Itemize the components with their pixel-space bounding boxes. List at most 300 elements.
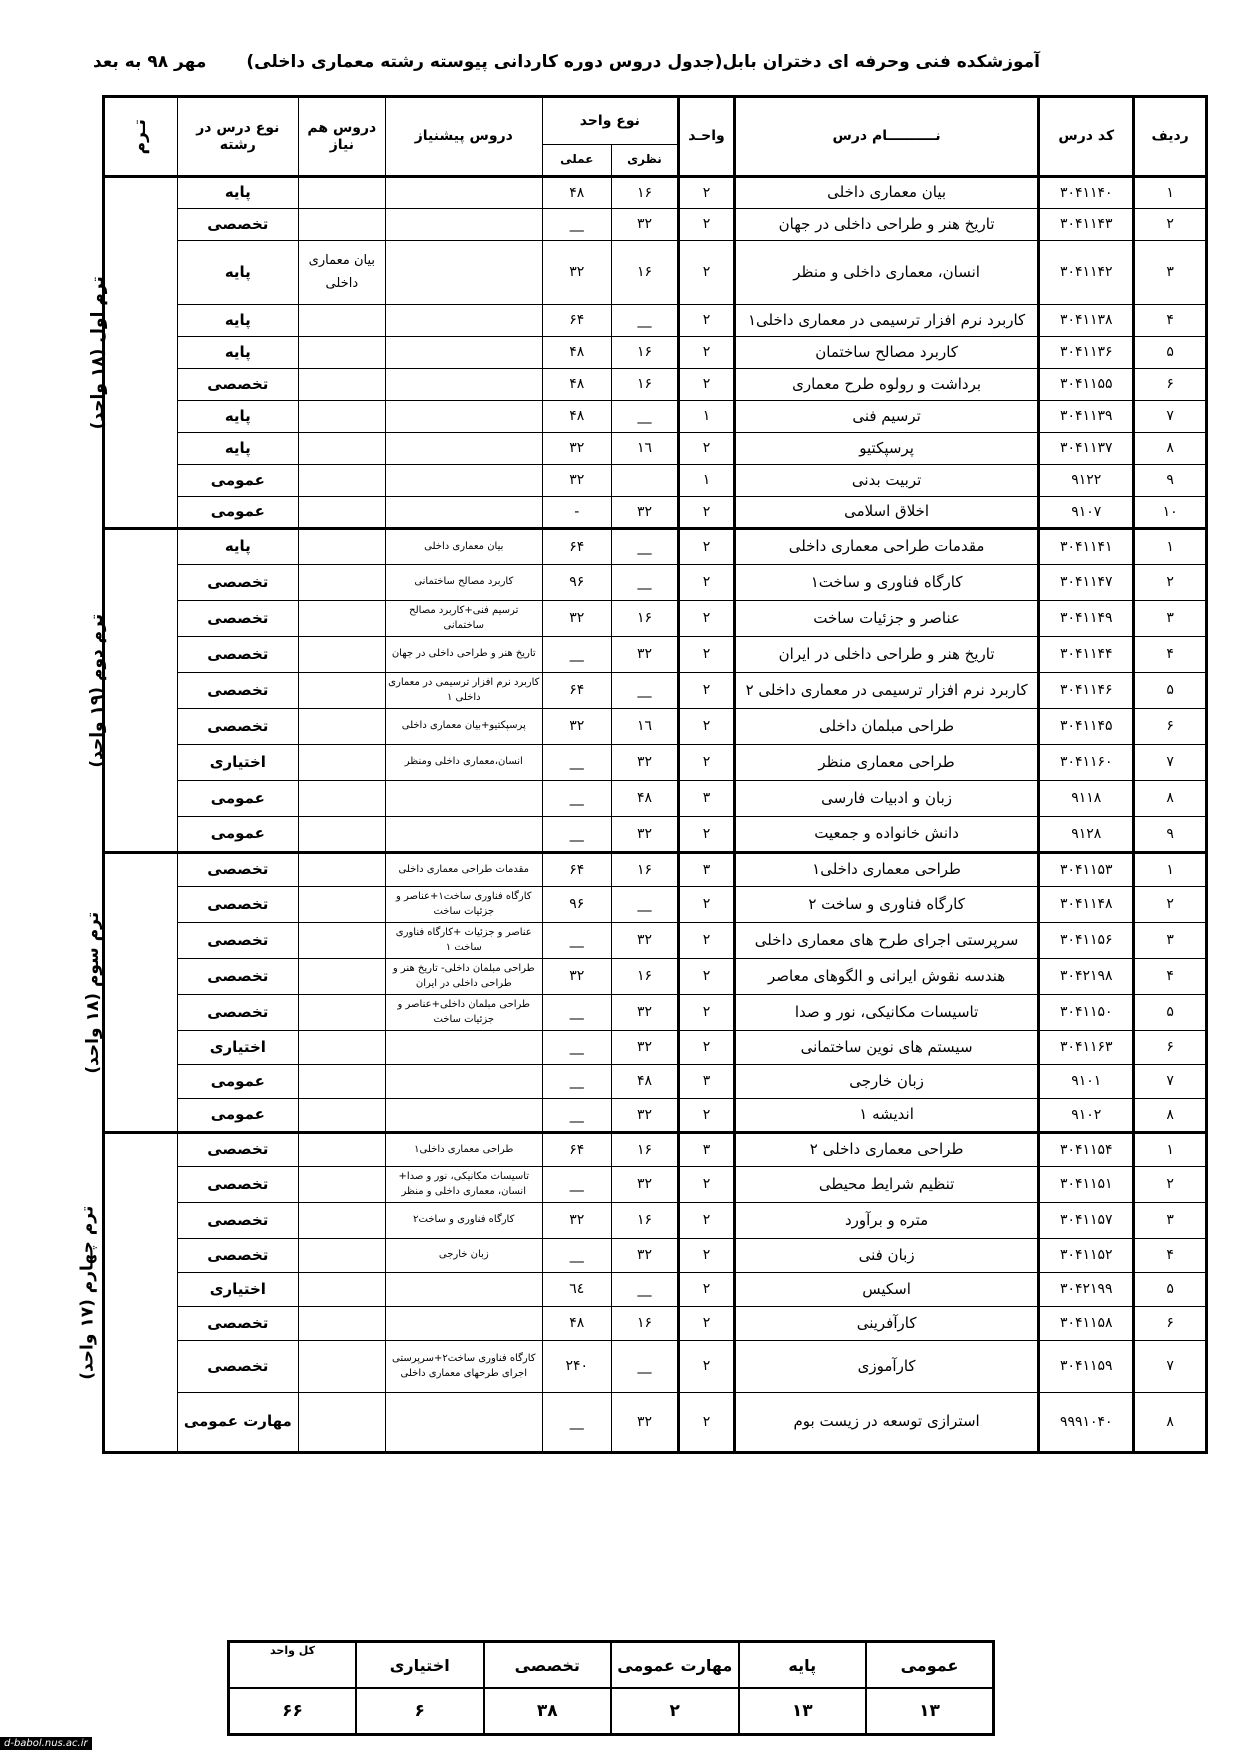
- cell-prereq: [385, 209, 542, 241]
- cell-course-type: عمومی: [177, 465, 298, 497]
- summary-label: پایه: [739, 1642, 867, 1689]
- cell-coreq: [298, 923, 385, 959]
- cell-coreq: بیان معماری داخلی: [298, 241, 385, 305]
- table-row: [104, 497, 1207, 529]
- cell-course-name: طراحی معماری داخلی۱: [734, 853, 1038, 887]
- cell-prereq: [385, 817, 542, 853]
- cell-course-type: عمومی: [177, 1099, 298, 1133]
- cell-prereq: طراحی مبلمان داخلی+عناصر و جزئیات ساخت: [385, 995, 542, 1031]
- table-row: [104, 529, 1207, 565]
- cell-course-name: استرازی توسعه در زیست بوم: [734, 1393, 1038, 1453]
- cell-practical: __: [542, 1031, 611, 1065]
- summary-labels-row: [229, 1642, 994, 1689]
- cell-practical: __: [542, 209, 611, 241]
- cell-course-name: تاسیسات مکانیکی، نور و صدا: [734, 995, 1038, 1031]
- cell-prereq: طراحی معماری داخلی۱: [385, 1133, 542, 1167]
- cell-theory: ۳۲: [611, 817, 678, 853]
- cell-units: ۲: [679, 995, 735, 1031]
- cell-practical: __: [542, 1167, 611, 1203]
- cell-coreq: [298, 337, 385, 369]
- cell-coreq: [298, 817, 385, 853]
- header-theory: نظری: [611, 145, 678, 177]
- cell-coreq: [298, 959, 385, 995]
- summary-label: مهارت عمومی: [611, 1642, 739, 1689]
- cell-row-no: ۱: [1134, 529, 1207, 565]
- cell-row-no: ۱۰: [1134, 497, 1207, 529]
- cell-course-type: تخصصی: [177, 1307, 298, 1341]
- cell-prereq: [385, 1099, 542, 1133]
- cell-code: ۳۰۴۱۱۵۵: [1039, 369, 1134, 401]
- cell-theory: __: [611, 673, 678, 709]
- summary-label: عمومی: [866, 1642, 994, 1689]
- cell-prereq: مقدمات طراحی معماری داخلی: [385, 853, 542, 887]
- page-title: [93, 52, 1040, 72]
- cell-row-no: ۵: [1134, 673, 1207, 709]
- cell-practical: __: [542, 1239, 611, 1273]
- cell-units: ۲: [679, 565, 735, 601]
- cell-code: ۳۰۴۱۱۵۷: [1039, 1203, 1134, 1239]
- summary-label: اختیاری: [356, 1642, 484, 1689]
- cell-practical: ۴۸: [542, 1307, 611, 1341]
- cell-row-no: ۱: [1134, 177, 1207, 209]
- cell-row-no: ۳: [1134, 923, 1207, 959]
- table-row: [104, 433, 1207, 465]
- cell-row-no: ۷: [1134, 1065, 1207, 1099]
- cell-code: ۳۰۴۱۱۴۳: [1039, 209, 1134, 241]
- cell-units: ۲: [679, 959, 735, 995]
- cell-course-type: اختیاری: [177, 1031, 298, 1065]
- table-row: [104, 1341, 1207, 1393]
- cell-practical: __: [542, 1393, 611, 1453]
- cell-course-type: تخصصی: [177, 601, 298, 637]
- cell-course-name: اخلاق اسلامی: [734, 497, 1038, 529]
- cell-practical: ۳۲: [542, 465, 611, 497]
- cell-units: ۳: [679, 1065, 735, 1099]
- cell-practical: __: [542, 995, 611, 1031]
- cell-coreq: [298, 401, 385, 433]
- cell-course-name: کاربرد نرم افزار ترسیمی در معماری داخلی۱: [734, 305, 1038, 337]
- cell-code: ۳۰۴۱۱۵۰: [1039, 995, 1134, 1031]
- cell-coreq: [298, 369, 385, 401]
- cell-practical: ۲۴۰: [542, 1341, 611, 1393]
- cell-coreq: [298, 305, 385, 337]
- cell-theory: ۳۲: [611, 1031, 678, 1065]
- cell-units: ۲: [679, 637, 735, 673]
- table-row: [104, 1203, 1207, 1239]
- cell-course-name: تاریخ هنر و طراحی داخلی در ایران: [734, 637, 1038, 673]
- cell-units: ۱: [679, 465, 735, 497]
- cell-practical: __: [542, 1099, 611, 1133]
- cell-theory: [611, 465, 678, 497]
- cell-theory: __: [611, 305, 678, 337]
- cell-row-no: ۲: [1134, 1167, 1207, 1203]
- cell-coreq: [298, 433, 385, 465]
- table-row: [104, 673, 1207, 709]
- table-row: [104, 401, 1207, 433]
- cell-theory: ۴۸: [611, 1065, 678, 1099]
- cell-course-name: زبان و ادبیات فارسی: [734, 781, 1038, 817]
- table-header: [104, 97, 1207, 177]
- cell-units: ۲: [679, 673, 735, 709]
- title-date: مهر ۹۸ به بعد: [93, 52, 207, 72]
- cell-practical: ۶۴: [542, 673, 611, 709]
- cell-course-name: بیان معماری داخلی: [734, 177, 1038, 209]
- cell-row-no: ۹: [1134, 817, 1207, 853]
- cell-course-type: اختیاری: [177, 745, 298, 781]
- cell-course-name: طراحی معماری داخلی ۲: [734, 1133, 1038, 1167]
- cell-course-type: تخصصی: [177, 995, 298, 1031]
- cell-course-type: تخصصی: [177, 673, 298, 709]
- cell-prereq: [385, 241, 542, 305]
- cell-theory: ۱۶: [611, 601, 678, 637]
- cell-prereq: عناصر و جزئیات +کارگاه فناوری ساخت ۱: [385, 923, 542, 959]
- cell-row-no: ۴: [1134, 1239, 1207, 1273]
- cell-units: ۲: [679, 1307, 735, 1341]
- cell-course-type: عمومی: [177, 817, 298, 853]
- cell-course-type: پایه: [177, 241, 298, 305]
- cell-code: ۳۰۴۱۱۶۳: [1039, 1031, 1134, 1065]
- cell-course-name: اندیشه ۱: [734, 1099, 1038, 1133]
- summary-table: [227, 1640, 995, 1736]
- cell-course-type: تخصصی: [177, 1133, 298, 1167]
- cell-theory: ۳۲: [611, 1167, 678, 1203]
- table-row: [104, 817, 1207, 853]
- cell-prereq: [385, 465, 542, 497]
- cell-units: ۲: [679, 369, 735, 401]
- cell-code: ۹۱۲۲: [1039, 465, 1134, 497]
- header-course-type: نوع درس در رشته: [177, 97, 298, 177]
- cell-row-no: ۵: [1134, 995, 1207, 1031]
- cell-course-name: کارگاه فناوری و ساخت ۲: [734, 887, 1038, 923]
- cell-row-no: ۱: [1134, 1133, 1207, 1167]
- cell-practical: ۹۶: [542, 887, 611, 923]
- cell-prereq: کاربرد نرم افزار ترسیمی در معماری داخلی ۱: [385, 673, 542, 709]
- cell-code: ۹۱۱۸: [1039, 781, 1134, 817]
- cell-code: ۳۰۴۱۱۴۹: [1039, 601, 1134, 637]
- cell-course-type: تخصصی: [177, 637, 298, 673]
- cell-theory: ۱۶: [611, 1307, 678, 1341]
- table-row: [104, 1307, 1207, 1341]
- cell-prereq: تاسیسات مکانیکی، نور و صدا+ انسان، معماری داخلی و منظر: [385, 1167, 542, 1203]
- cell-coreq: [298, 529, 385, 565]
- cell-row-no: ۶: [1134, 369, 1207, 401]
- cell-practical: ۴۸: [542, 177, 611, 209]
- table-row: [104, 1273, 1207, 1307]
- cell-code: ۳۰۴۱۱۳۷: [1039, 433, 1134, 465]
- cell-practical: ۳۲: [542, 241, 611, 305]
- cell-theory: ١٦: [611, 709, 678, 745]
- cell-units: ۲: [679, 1341, 735, 1393]
- table-row: [104, 337, 1207, 369]
- cell-prereq: [385, 781, 542, 817]
- cell-row-no: ۴: [1134, 959, 1207, 995]
- cell-prereq: کارگاه فناوری ساخت۲+سرپرستی اجرای طرحهای معماری داخلی: [385, 1341, 542, 1393]
- cell-units: ۳: [679, 781, 735, 817]
- cell-course-type: پایه: [177, 401, 298, 433]
- cell-course-name: پرسپکتیو: [734, 433, 1038, 465]
- cell-units: ۲: [679, 817, 735, 853]
- cell-code: ۳۰۴۱۱۵۴: [1039, 1133, 1134, 1167]
- cell-units: ۲: [679, 241, 735, 305]
- cell-theory: ۳۲: [611, 1393, 678, 1453]
- cell-course-type: تخصصی: [177, 887, 298, 923]
- cell-code: ۳۰۴۱۱۵۹: [1039, 1341, 1134, 1393]
- cell-course-type: تخصصی: [177, 1203, 298, 1239]
- cell-coreq: [298, 1307, 385, 1341]
- summary-value: ۶: [356, 1688, 484, 1735]
- header-units: واحـد: [679, 97, 735, 177]
- cell-practical: __: [542, 637, 611, 673]
- cell-practical: __: [542, 745, 611, 781]
- table-row: [104, 465, 1207, 497]
- cell-code: ۳۰۴۱۱۴۵: [1039, 709, 1134, 745]
- cell-practical: __: [542, 1065, 611, 1099]
- cell-code: ۳۰۴۱۱۵۲: [1039, 1239, 1134, 1273]
- cell-theory: ۳۲: [611, 1239, 678, 1273]
- cell-code: ۳۰۴۱۱۶۰: [1039, 745, 1134, 781]
- cell-course-name: کارگاه فناوری و ساخت۱: [734, 565, 1038, 601]
- cell-theory: ۱۶: [611, 177, 678, 209]
- cell-row-no: ۸: [1134, 1099, 1207, 1133]
- cell-coreq: [298, 709, 385, 745]
- table-row: [104, 565, 1207, 601]
- cell-units: ۲: [679, 209, 735, 241]
- cell-coreq: [298, 1133, 385, 1167]
- cell-course-type: تخصصی: [177, 853, 298, 887]
- cell-coreq: [298, 1065, 385, 1099]
- cell-prereq: [385, 337, 542, 369]
- cell-code: ۹۱۰۲: [1039, 1099, 1134, 1133]
- cell-course-name: دانش خانواده و جمعیت: [734, 817, 1038, 853]
- cell-course-name: کارآموزی: [734, 1341, 1038, 1393]
- cell-prereq: کارگاه فناوری ساخت۱+عناصر و جزئیات ساخت: [385, 887, 542, 923]
- cell-prereq: [385, 305, 542, 337]
- term-label: ترم دوم (۱۹ واحد): [104, 529, 178, 853]
- header-name: نــــــــــام درس: [734, 97, 1038, 177]
- cell-course-name: سرپرستی اجرای طرح های معماری داخلی: [734, 923, 1038, 959]
- header-term: تـرم: [104, 97, 178, 177]
- cell-course-type: پایه: [177, 529, 298, 565]
- table-row: [104, 601, 1207, 637]
- cell-course-name: انسان، معماری داخلی و منظر: [734, 241, 1038, 305]
- table-row: [104, 177, 1207, 209]
- cell-code: ۳۰۴۱۱۵۸: [1039, 1307, 1134, 1341]
- summary-label: کل واحد: [229, 1642, 357, 1689]
- cell-prereq: [385, 369, 542, 401]
- cell-course-type: تخصصی: [177, 565, 298, 601]
- cell-units: ۲: [679, 1203, 735, 1239]
- cell-prereq: بیان معماری داخلی: [385, 529, 542, 565]
- table-row: [104, 1167, 1207, 1203]
- cell-theory: __: [611, 401, 678, 433]
- cell-theory: ١٦: [611, 433, 678, 465]
- cell-practical: ۹۶: [542, 565, 611, 601]
- cell-theory: __: [611, 529, 678, 565]
- cell-units: ۲: [679, 433, 735, 465]
- cell-theory: ۳۲: [611, 497, 678, 529]
- cell-course-name: متره و برآورد: [734, 1203, 1038, 1239]
- table-row: [104, 1065, 1207, 1099]
- cell-course-type: پایه: [177, 305, 298, 337]
- term-label: ترم سوم (۱۸ واحد): [104, 853, 178, 1133]
- cell-code: ۳۰۴۱۱۵۳: [1039, 853, 1134, 887]
- cell-coreq: [298, 1239, 385, 1273]
- cell-prereq: پرسپکتیو+بیان معماری داخلی: [385, 709, 542, 745]
- cell-row-no: ۳: [1134, 601, 1207, 637]
- cell-theory: __: [611, 887, 678, 923]
- header-prereq: دروس پیشنیاز: [385, 97, 542, 177]
- cell-units: ۲: [679, 1167, 735, 1203]
- summary-value: ۳۸: [484, 1688, 612, 1735]
- cell-theory: ۳۲: [611, 1099, 678, 1133]
- cell-units: ۲: [679, 337, 735, 369]
- cell-units: ۲: [679, 1393, 735, 1453]
- cell-course-type: تخصصی: [177, 1341, 298, 1393]
- cell-theory: __: [611, 1273, 678, 1307]
- cell-practical: ۴۸: [542, 401, 611, 433]
- cell-course-name: مقدمات طراحی معماری داخلی: [734, 529, 1038, 565]
- cell-course-type: تخصصی: [177, 209, 298, 241]
- summary-value: ۲: [611, 1688, 739, 1735]
- header-coreq: دروس هم نیاز: [298, 97, 385, 177]
- cell-row-no: ۲: [1134, 209, 1207, 241]
- cell-practical: ۴۸: [542, 337, 611, 369]
- table-row: [104, 887, 1207, 923]
- cell-coreq: [298, 1203, 385, 1239]
- cell-course-type: اختیاری: [177, 1273, 298, 1307]
- cell-practical: ۳۲: [542, 709, 611, 745]
- cell-coreq: [298, 565, 385, 601]
- cell-code: ۳۰۴۱۱۳۸: [1039, 305, 1134, 337]
- cell-course-name: تربیت بدنی: [734, 465, 1038, 497]
- cell-code: ۳۰۴۱۱۴۲: [1039, 241, 1134, 305]
- cell-theory: ۳۲: [611, 745, 678, 781]
- cell-coreq: [298, 209, 385, 241]
- cell-course-type: تخصصی: [177, 959, 298, 995]
- cell-units: ۲: [679, 923, 735, 959]
- cell-prereq: ترسیم فنی+کاربرد مصالح ساختمانی: [385, 601, 542, 637]
- cell-row-no: ۶: [1134, 1307, 1207, 1341]
- cell-course-type: تخصصی: [177, 709, 298, 745]
- cell-coreq: [298, 673, 385, 709]
- cell-theory: __: [611, 565, 678, 601]
- cell-prereq: [385, 433, 542, 465]
- cell-row-no: ۳: [1134, 241, 1207, 305]
- cell-coreq: [298, 1099, 385, 1133]
- cell-course-name: زبان فنی: [734, 1239, 1038, 1273]
- cell-row-no: ۳: [1134, 1203, 1207, 1239]
- cell-theory: ۱۶: [611, 853, 678, 887]
- cell-code: ۳۰۴۱۱۳۶: [1039, 337, 1134, 369]
- cell-units: ۲: [679, 1031, 735, 1065]
- term-label: ترم اول (۱۸ واحد): [104, 177, 178, 529]
- cell-course-name: ترسیم فنی: [734, 401, 1038, 433]
- cell-row-no: ۷: [1134, 745, 1207, 781]
- cell-row-no: ۸: [1134, 1393, 1207, 1453]
- summary-label: تخصصی: [484, 1642, 612, 1689]
- table-row: [104, 1099, 1207, 1133]
- cell-code: ۹۱۰۱: [1039, 1065, 1134, 1099]
- cell-practical: ۳۲: [542, 959, 611, 995]
- cell-theory: ۱۶: [611, 1203, 678, 1239]
- site-watermark: d-babol.nus.ac.ir: [0, 1737, 92, 1750]
- header-unit-type: نوع واحد: [542, 97, 678, 145]
- cell-units: ۲: [679, 497, 735, 529]
- cell-code: ۳۰۴۱۱۴۰: [1039, 177, 1134, 209]
- title-main: آموزشکده فنی وحرفه ای دختران بابل(جدول دروس دوره کاردانی پیوسته رشته معماری داخلی): [246, 52, 1040, 72]
- cell-course-type: تخصصی: [177, 1167, 298, 1203]
- cell-course-name: برداشت و رولوه طرح معماری: [734, 369, 1038, 401]
- cell-course-type: عمومی: [177, 781, 298, 817]
- cell-course-name: زبان خارجی: [734, 1065, 1038, 1099]
- cell-coreq: [298, 637, 385, 673]
- table-row: [104, 1031, 1207, 1065]
- cell-row-no: ۴: [1134, 637, 1207, 673]
- cell-course-type: تخصصی: [177, 1239, 298, 1273]
- cell-practical: ۶۴: [542, 529, 611, 565]
- cell-coreq: [298, 465, 385, 497]
- table-row: [104, 853, 1207, 887]
- cell-course-name: اسکیس: [734, 1273, 1038, 1307]
- cell-code: ۹۱۰۷: [1039, 497, 1134, 529]
- cell-units: ۲: [679, 1273, 735, 1307]
- cell-course-type: مهارت عمومی: [177, 1393, 298, 1453]
- cell-units: ۲: [679, 601, 735, 637]
- cell-course-type: تخصصی: [177, 923, 298, 959]
- cell-course-name: تاریخ هنر و طراحی داخلی در جهان: [734, 209, 1038, 241]
- cell-coreq: [298, 995, 385, 1031]
- cell-units: ۲: [679, 709, 735, 745]
- cell-units: ۲: [679, 745, 735, 781]
- table-row: [104, 781, 1207, 817]
- cell-row-no: ۱: [1134, 853, 1207, 887]
- cell-units: ۲: [679, 887, 735, 923]
- cell-practical: ۳۲: [542, 601, 611, 637]
- cell-practical: __: [542, 923, 611, 959]
- cell-course-name: کاربرد مصالح ساختمان: [734, 337, 1038, 369]
- cell-coreq: [298, 1031, 385, 1065]
- cell-row-no: ۴: [1134, 305, 1207, 337]
- cell-prereq: کاربرد مصالح ساختمانی: [385, 565, 542, 601]
- cell-code: ۹۱۲۸: [1039, 817, 1134, 853]
- summary-value: ۶۶: [229, 1688, 357, 1735]
- cell-row-no: ۹: [1134, 465, 1207, 497]
- table-row: [104, 745, 1207, 781]
- cell-code: ۳۰۴۱۱۴۷: [1039, 565, 1134, 601]
- cell-course-name: هندسه نقوش ایرانی و الگوهای معاصر: [734, 959, 1038, 995]
- cell-theory: ۱۶: [611, 369, 678, 401]
- table-row: [104, 1393, 1207, 1453]
- cell-prereq: انسان،معماری داخلی ومنظر: [385, 745, 542, 781]
- cell-coreq: [298, 1273, 385, 1307]
- cell-row-no: ۲: [1134, 565, 1207, 601]
- cell-code: ۳۰۴۱۱۳۹: [1039, 401, 1134, 433]
- cell-units: ۳: [679, 853, 735, 887]
- cell-course-name: سیستم های نوین ساختمانی: [734, 1031, 1038, 1065]
- cell-coreq: [298, 601, 385, 637]
- cell-coreq: [298, 853, 385, 887]
- cell-course-type: پایه: [177, 433, 298, 465]
- cell-theory: ۱۶: [611, 337, 678, 369]
- summary-value: ۱۳: [739, 1688, 867, 1735]
- table-row: [104, 369, 1207, 401]
- table-row: [104, 995, 1207, 1031]
- cell-row-no: ۷: [1134, 1341, 1207, 1393]
- course-table: [77, 95, 1208, 1454]
- cell-coreq: [298, 497, 385, 529]
- cell-code: ۳۰۴۱۱۴۶: [1039, 673, 1134, 709]
- cell-prereq: [385, 497, 542, 529]
